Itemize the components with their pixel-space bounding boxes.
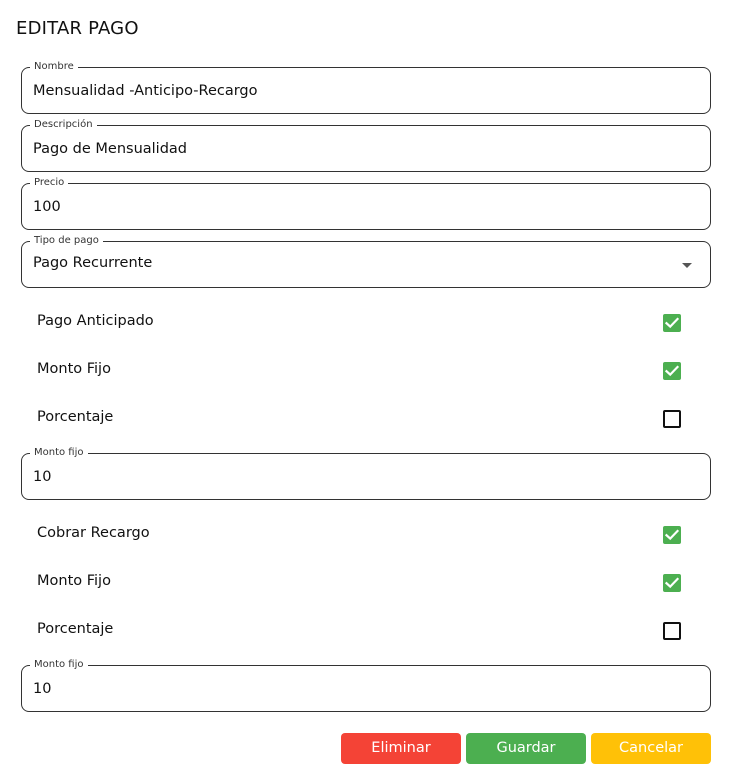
- tipo-pago-value: Pago Recurrente: [33, 255, 153, 271]
- page-title: EDITAR PAGO: [16, 18, 139, 39]
- caret-down-icon[interactable]: [682, 263, 692, 268]
- anticipo-monto-label: Monto fijo: [30, 446, 88, 460]
- recargo-monto-fijo-row[interactable]: [37, 570, 681, 594]
- recargo-monto-fijo-label: Monto Fijo: [37, 573, 111, 589]
- recargo-porcentaje-checkbox[interactable]: [663, 622, 681, 640]
- anticipo-monto-field[interactable]: [21, 447, 711, 500]
- precio-label: Precio: [30, 176, 68, 190]
- tipo-pago-select[interactable]: [21, 235, 711, 288]
- anticipo-porcentaje-checkbox[interactable]: [663, 410, 681, 428]
- precio-field[interactable]: [21, 177, 711, 230]
- checkmark-icon: [665, 317, 679, 329]
- tipo-pago-label: Tipo de pago: [30, 234, 103, 248]
- cancel-button[interactable]: Cancelar: [591, 733, 711, 764]
- recargo-monto-input[interactable]: [33, 677, 670, 701]
- delete-button[interactable]: Eliminar: [341, 733, 461, 764]
- recargo-monto-label: Monto fijo: [30, 658, 88, 672]
- descripcion-field[interactable]: [21, 119, 711, 172]
- pago-anticipado-row[interactable]: [37, 310, 681, 334]
- anticipo-monto-input[interactable]: [33, 465, 670, 489]
- anticipo-monto-fijo-checkbox[interactable]: [663, 362, 681, 380]
- descripcion-input[interactable]: [33, 137, 670, 161]
- checkmark-icon: [665, 577, 679, 589]
- nombre-label: Nombre: [30, 60, 78, 74]
- anticipo-monto-fijo-row[interactable]: [37, 358, 681, 382]
- nombre-field[interactable]: [21, 61, 711, 114]
- checkmark-icon: [665, 365, 679, 377]
- pago-anticipado-label: Pago Anticipado: [37, 313, 154, 329]
- cobrar-recargo-row[interactable]: [37, 522, 681, 546]
- recargo-porcentaje-row[interactable]: [37, 618, 681, 642]
- cobrar-recargo-label: Cobrar Recargo: [37, 525, 150, 541]
- anticipo-porcentaje-label: Porcentaje: [37, 409, 114, 425]
- nombre-input[interactable]: [33, 79, 670, 103]
- recargo-porcentaje-label: Porcentaje: [37, 621, 114, 637]
- checkmark-icon: [665, 529, 679, 541]
- recargo-monto-field[interactable]: [21, 659, 711, 712]
- pago-anticipado-checkbox[interactable]: [663, 314, 681, 332]
- save-button[interactable]: Guardar: [466, 733, 586, 764]
- cobrar-recargo-checkbox[interactable]: [663, 526, 681, 544]
- recargo-monto-fijo-checkbox[interactable]: [663, 574, 681, 592]
- anticipo-porcentaje-row[interactable]: [37, 406, 681, 430]
- descripcion-label: Descripción: [30, 118, 97, 132]
- precio-input[interactable]: [33, 195, 670, 219]
- anticipo-monto-fijo-label: Monto Fijo: [37, 361, 111, 377]
